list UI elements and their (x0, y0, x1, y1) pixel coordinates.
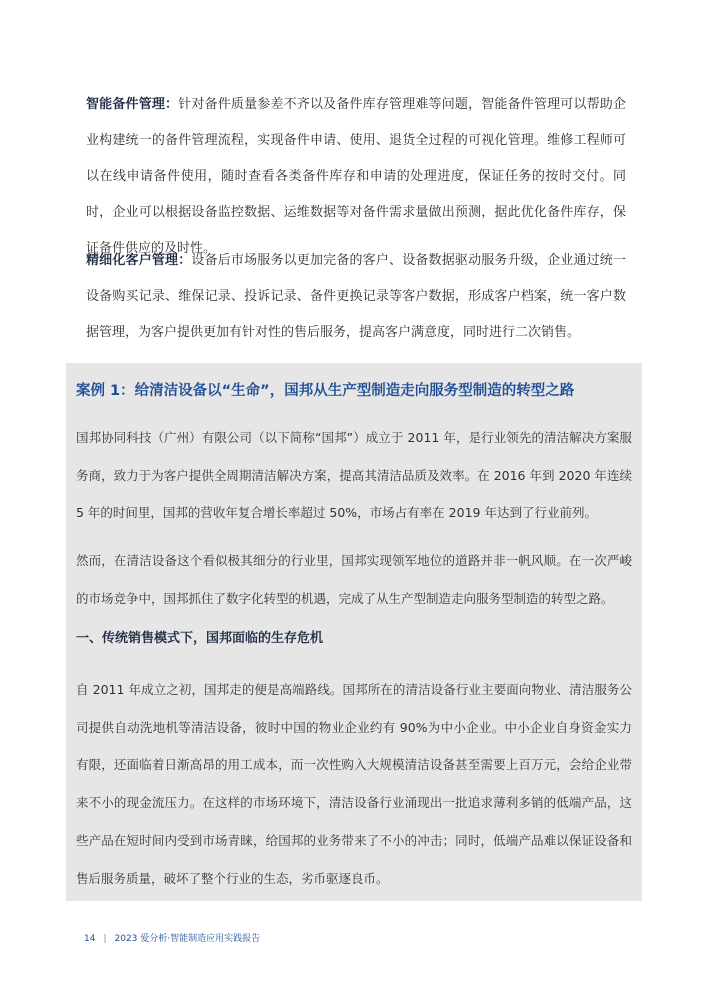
footer-separator: | (103, 934, 107, 944)
case-study-title: 案例 1：给清洁设备以“生命”，国邦从生产型制造走向服务型制造的转型之路 (76, 383, 575, 399)
case-section-heading: 一、传统销售模式下，国邦面临的生存危机 (76, 631, 324, 646)
case-paragraph-crisis: 自 2011 年成立之初，国邦走的便是高端路线。国邦所在的清洁设备行业主要面向物业、清洁服务公司提供自动洗地机等清洁设备，彼时中国的物业企业约有 90%为中小企业。中小企业自身资金实力有限，还面临着日渐高昂的用工成本，而一次性购入大规模清洁设备甚至需要上百万元，会给企业带来不小的现金流压力。在这样的市场环境下，清洁设备行业涌现出一批追求薄利多销的低端产品，这些产品在短时间内受到市场青睐，给国邦的业务带来了不小的冲击；同时，低端产品难以保证设备和售后服务质量，破坏了整个行业的生态，劣币驱逐良币。 (76, 682, 632, 886)
page-number: 14 (84, 934, 96, 944)
customer-management-paragraph (86, 243, 626, 351)
customer-management-text: 设备后市场服务以更加完备的客户、设备数据驱动服务升级，企业通过统一设备购买记录、维保记录、投诉记录、备件更换记录等客户数据，形成客户档案，统一客户数据管理，为客户提供更加有针对性的售后服务，提高客户满意度，同时进行二次销售。 (86, 253, 626, 340)
spare-parts-management-paragraph (86, 87, 626, 267)
spare-parts-management-text: 针对备件质量参差不齐以及备件库存管理难等问题，智能备件管理可以帮助企业构建统一的备件管理流程，实现备件申请、使用、退货全过程的可视化管理。维修工程师可以在线申请备件使用，随时查看各类备件库存和申请的处理进度，保证任务的按时交付。同时，企业可以根据设备监控数据、运维数据等对备件需求量做出预测，据此优化备件库存，保证备件供应的及时性。 (86, 97, 626, 256)
case-paragraph-transformation: 然而，在清洁设备这个看似极其细分的行业里，国邦实现领军地位的道路并非一帆风顺。在一次严峻的市场竞争中，国邦抓住了数字化转型的机遇，完成了从生产型制造走向服务型制造的转型之路。 (76, 553, 632, 606)
case-study-box (66, 363, 642, 901)
report-title: 2023 爱分析·智能制造应用实践报告 (114, 934, 261, 944)
spare-parts-management-label: 智能备件管理： (86, 97, 179, 112)
case-paragraph-company-intro: 国邦协同科技（广州）有限公司（以下简称“国邦”）成立于 2011 年，是行业领先的清洁解决方案服务商，致力于为客户提供全周期清洁解决方案，提高其清洁品质及效率。在 2016 年到 2020 年连续 5 年的时间里，国邦的营收年复合增长率超过 50%，市场占有率在 2019 年达到了行业前列。 (76, 430, 632, 521)
page-footer (84, 933, 260, 945)
customer-management-label: 精细化客户管理： (86, 253, 192, 268)
